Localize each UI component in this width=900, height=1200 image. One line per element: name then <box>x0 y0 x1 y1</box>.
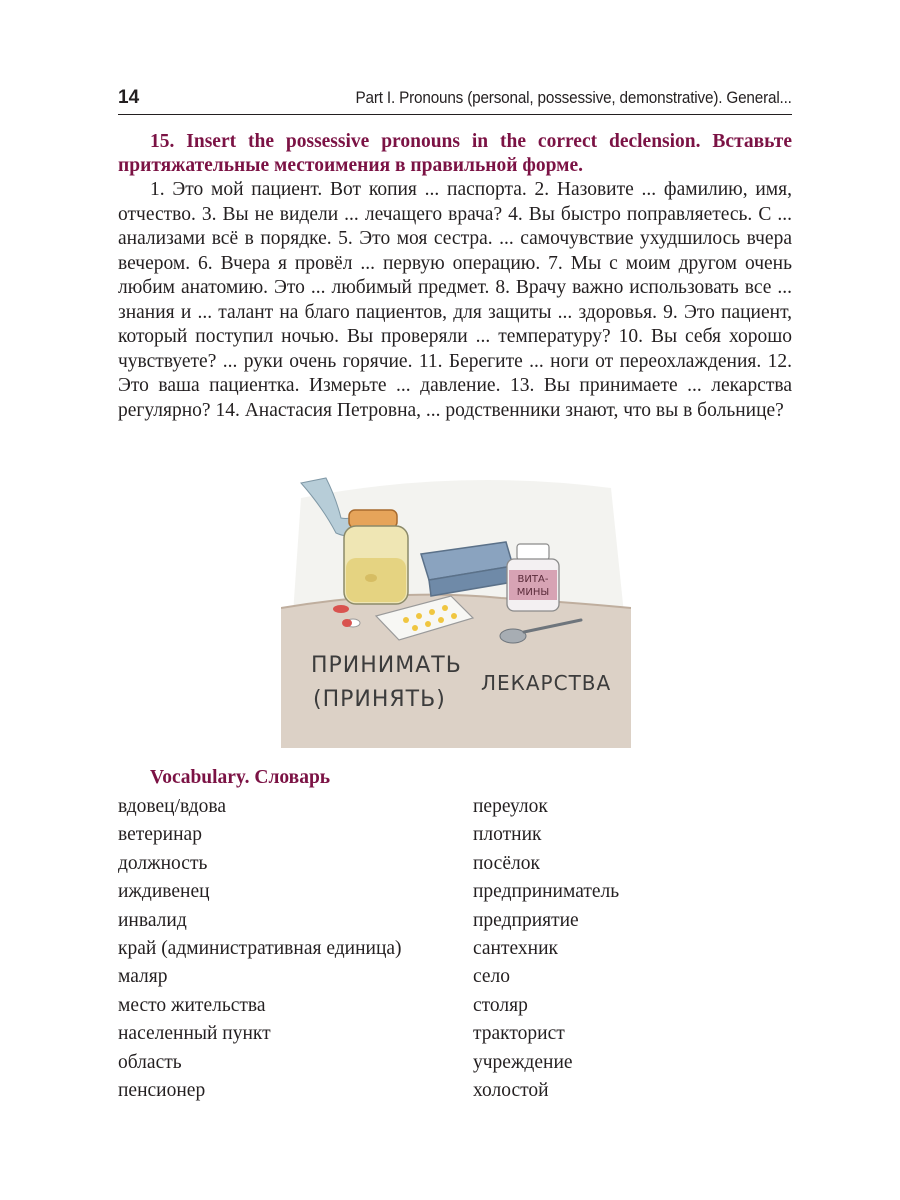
vocab-item: ветеринар <box>118 824 202 846</box>
running-head: Part I. Pronouns (personal, possessive, demonstrative). General... <box>355 88 792 107</box>
vocab-item: переулок <box>473 796 548 817</box>
vocab-item: столяр <box>473 994 528 1016</box>
vocab-item: маляр <box>118 966 168 988</box>
vocab-item: инвалид <box>118 909 187 931</box>
vitamins-label-line1: ВИТА- <box>517 574 549 585</box>
page-number: 14 <box>118 87 140 108</box>
vocab-item: вдовец/вдова <box>118 796 226 817</box>
vocab-item: предприниматель <box>473 881 620 903</box>
vocabulary-right-column <box>473 793 619 1105</box>
vocab-item: сантехник <box>473 937 558 959</box>
vocab-item: населенный пункт <box>118 1023 271 1045</box>
vocab-item: холостой <box>473 1079 549 1101</box>
vocabulary-left-column <box>118 793 402 1105</box>
exercise-text: 1. Это мой пациент. Вот копия ... паспорта. 2. Назовите ... фамилию, имя, отчество. 3. Вы не видели ... лечащего врача? 4. Вы быстро поправляетесь. С ... анализами всё в порядке. 5. Это моя сестра. ... самочувствие ухудшилось вчера вечером. 6. Вчера я провёл ... первую операцию. 7. Мы с моим другом очень любим анатомию. Это ... любимый предмет. 8. Врачу важно использовать все ... знания и ... талант на благо пациентов, для защиты ... здоровья. 9. Это пациент, который поступил ночью. Вы проверяли ... температуру? 10. Вы себя хорошо чувствуете? ... руки очень горячие. 11. Берегите ... ноги от переохлаждения. 12. Это ваша пациентка. Измерьте ... давление. 13. Вы принимаете ... лекарства регулярно? 14. Анастасия Петровна, ... родственники знают, что вы в больнице? <box>118 179 792 421</box>
page-header <box>118 86 792 115</box>
caption-take-imperfective: ПРИНИМАТЬ <box>311 653 462 678</box>
vocab-item: область <box>118 1051 182 1073</box>
vocab-item: село <box>473 966 511 988</box>
caption-take-perfective: (ПРИНЯТЬ) <box>313 687 446 712</box>
vocab-item: учреждение <box>473 1051 573 1073</box>
vocab-item: край (административная единица) <box>118 937 402 959</box>
vocabulary-title: Vocabulary. Словарь <box>150 767 331 788</box>
vocab-item: пенсионер <box>118 1079 206 1101</box>
vocab-item: плотник <box>473 824 542 846</box>
caption-medicines: ЛЕКАРСТВА <box>481 671 612 695</box>
vocab-item: посёлок <box>473 852 540 874</box>
vocab-item: место жительства <box>118 994 266 1016</box>
vocab-item: должность <box>118 852 208 874</box>
vocab-item: тракторист <box>473 1023 565 1045</box>
exercise-title: 15. Insert the possessive pronouns in the correct declension. Вставьте притяжательные местоимения в правильной форме. <box>118 131 792 176</box>
vocab-item: предприятие <box>473 909 579 931</box>
medicine-illustration <box>281 458 631 748</box>
vocab-item: иждивенец <box>118 881 210 903</box>
vitamins-label-line2: МИНЫ <box>516 587 550 598</box>
